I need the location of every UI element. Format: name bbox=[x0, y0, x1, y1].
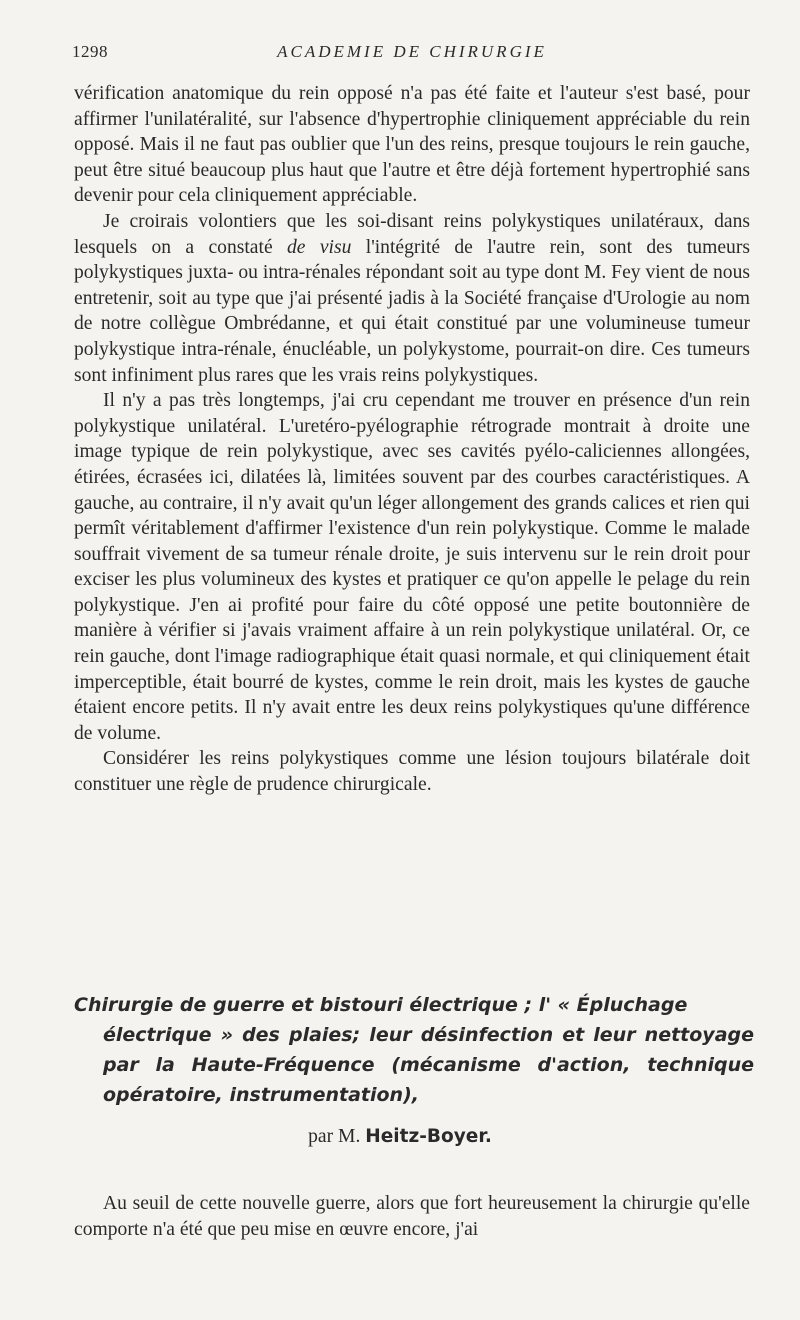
page-header bbox=[72, 42, 752, 66]
italic-phrase: de visu bbox=[287, 236, 352, 258]
byline-prefix: par M. bbox=[308, 1126, 366, 1147]
body-text-continued bbox=[74, 1191, 750, 1242]
article-title bbox=[74, 990, 754, 1110]
paragraph: vérification anatomique du rein opposé n'a pas été faite et l'auteur s'est basé, pour affirmer l'unilatéralité, sur l'absence d'hypertrophie cliniquement appréciable du rein opposé. Mais il ne faut pas oublier que l'un des reins, presque toujours le rein gauche, peut être situé beaucoup plus haut que l'autre et être déjà fortement hypertrophié sans devenir pour cela cliniquement appréciable. bbox=[74, 83, 750, 207]
article-title-rest: électrique » des plaies; leur désinfection et leur nettoyage par la Haute-Fréquence (mécanisme d'action, technique opératoire, instrumentation), bbox=[103, 1024, 754, 1106]
paragraph: Je croirais volontiers que les soi-disant reins polykystiques unilatéraux, dans lesquels on a constaté de visu l'intégrité de l'autre rein, sont des tumeurs polykystiques juxta- ou intra-rénales répondant soit au type dont M. Fey vient de nous entretenir, soit au type que j'ai présenté jadis à la Société française d'Urologie au nom de notre collègue Ombrédanne, et qui était constitué par une volumineuse tumeur polykystique intra-rénale, énucléable, un polykystome, pourrait-on dire. Ces tumeurs sont infiniment plus rares que les vrais reins polykystiques. bbox=[74, 210, 750, 386]
article-title-line1: Chirurgie de guerre et bistouri électrique ; l' « Épluchage bbox=[74, 994, 688, 1016]
body-text bbox=[74, 81, 750, 798]
paragraph: Il n'y a pas très longtemps, j'ai cru cependant me trouver en présence d'un rein polykystique unilatéral. L'uretéro-pyélographie rétrograde montrait à droite une image typique de rein polykystique, avec ses cavités pyélo-caliciennes allongées, étirées, écrasées ici, dilatées là, limitées souvent par des courbes caractéristiques. A gauche, au contraire, il n'y avait qu'un léger allongement des grands calices et rien qui permît véritablement d'affirmer l'existence d'un rein polykystique. Comme le malade souffrait vivement de sa tumeur rénale droite, je suis intervenu sur le rein droit pour exciser les plus volumineux des kystes et pratiquer ce qu'on appelle le pelage du rein polykystique. J'en ai profité pour faire du côté opposé une petite boutonnière de manière à vérifier si j'avais vraiment affaire à un rein polykystique unilatéral. Or, ce rein gauche, dont l'image radiographique était quasi normale, et qui cliniquement était imperceptible, était bourré de kystes, comme le rein droit, mais les kystes de gauche étaient encore petits. Il n'y avait entre les deux reins polykystiques qu'une différence de volume. bbox=[74, 390, 750, 744]
running-head: ACADEMIE DE CHIRURGIE bbox=[277, 42, 547, 61]
author-name: Heitz-Boyer. bbox=[365, 1126, 492, 1147]
paragraph: Considérer les reins polykystiques comme une lésion toujours bilatérale doit constituer une règle de prudence chirurgicale. bbox=[74, 748, 750, 796]
byline bbox=[0, 1126, 800, 1148]
page-number: 1298 bbox=[72, 42, 108, 61]
paragraph: Au seuil de cette nouvelle guerre, alors que fort heureusement la chirurgie qu'elle comporte n'a été que peu mise en œuvre encore, j'ai bbox=[74, 1193, 750, 1240]
